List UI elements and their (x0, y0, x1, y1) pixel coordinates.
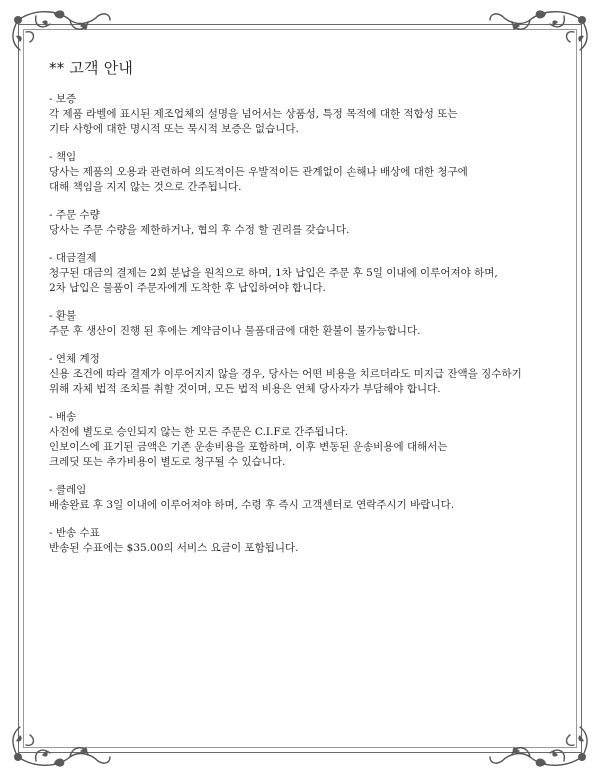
page-title: ** 고객 안내 (49, 59, 134, 77)
notice-content (49, 57, 559, 569)
section-liability (49, 150, 559, 195)
section-heading: - 클레임 (49, 484, 87, 496)
section-overdue-accounts (49, 352, 559, 397)
section-text-line: 신용 조건에 따라 결제가 이루어지지 않을 경우, 당사는 어떤 비용을 치르더라도 미지급 잔액을 징수하기 (49, 368, 522, 380)
section-returned-checks (49, 526, 559, 556)
section-heading: - 주문 수량 (49, 209, 100, 221)
section-text-line: 크레딧 또는 추가비용이 별도로 청구될 수 있습니다. (49, 456, 286, 468)
corner-ornament-top-right (484, 6, 594, 54)
section-text-line: 배송완료 후 3일 이내에 이루어져야 하며, 수령 후 즉시 고객센터로 연락주시기 바랍니다. (49, 499, 455, 511)
section-claims (49, 483, 559, 513)
section-heading: - 환불 (49, 310, 77, 322)
section-text-line: 인보이스에 표기된 금액은 기존 운송비용을 포함하며, 이후 변동된 운송비용에 대해서는 (49, 441, 448, 453)
section-refund (49, 309, 559, 339)
section-heading: - 연체 계정 (49, 353, 100, 365)
section-payment (49, 251, 559, 296)
corner-ornament-bottom-right (484, 723, 594, 771)
section-text-line: 주문 후 생산이 진행 된 후에는 계약금이나 물품대금에 대한 환불이 불가능합니다. (49, 325, 421, 337)
section-text-line: 사전에 별도로 승인되지 않는 한 모든 주문은 C.I.F로 간주됩니다. (49, 426, 349, 438)
section-text-line: 각 제품 라벨에 표시된 제조업체의 설명을 넘어서는 상품성, 특정 목적에 대한 적합성 또는 (49, 108, 458, 120)
section-text-line: 당사는 제품의 오용과 관련하여 의도적이든 우발적이든 관계없이 손해나 배상에 대한 청구에 (49, 166, 468, 178)
section-warranty (49, 92, 559, 137)
section-text-line: 청구된 대금의 결제는 2회 분납을 원칙으로 하며, 1차 납입은 주문 후 5일 이내에 이루어져야 하며, (49, 267, 498, 279)
section-text-line: 기타 사항에 대한 명시적 또는 묵시적 보증은 없습니다. (49, 123, 299, 135)
section-text-line: 당사는 주문 수량을 제한하거나, 협의 후 수정 할 권리를 갖습니다. (49, 224, 350, 236)
section-text-line: 2차 납입은 물품이 주문자에게 도착한 후 납입하여야 합니다. (49, 282, 326, 294)
section-text-line: 위해 자체 법적 조치를 취할 것이며, 모든 법적 비용은 연체 당사자가 부담해야 합니다. (49, 383, 441, 395)
section-shipping (49, 410, 559, 470)
corner-ornament-top-left (6, 6, 116, 54)
section-heading: - 보증 (49, 93, 77, 105)
section-order-quantity (49, 208, 559, 238)
section-heading: - 배송 (49, 411, 77, 423)
section-text-line: 반송된 수표에는 $35.00의 서비스 요금이 포함됩니다. (49, 542, 299, 554)
corner-ornament-bottom-left (6, 723, 116, 771)
section-heading: - 대금결제 (49, 252, 97, 264)
section-heading: - 책임 (49, 151, 77, 163)
section-heading: - 반송 수표 (49, 527, 100, 539)
section-text-line: 대해 책임을 지지 않는 것으로 간주됩니다. (49, 181, 242, 193)
